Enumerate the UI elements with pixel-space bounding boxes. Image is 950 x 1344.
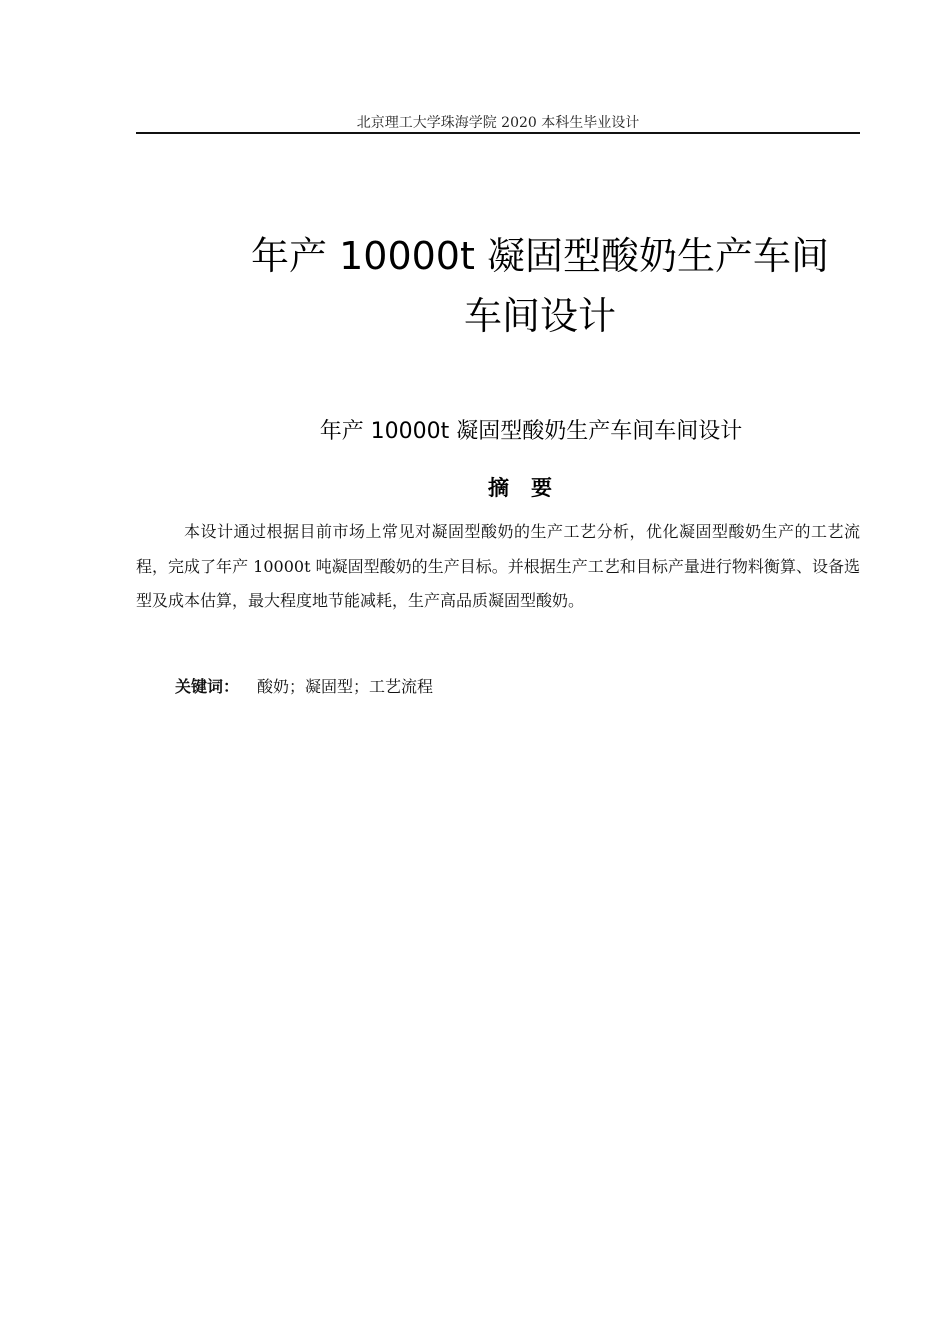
thesis-title-line-2: 车间设计 xyxy=(463,294,616,338)
abstract-body: 本设计通过根据目前市场上常见对凝固型酸奶的生产工艺分析，优化凝固型酸奶生产的工艺流程，完成了年产 10000t 吨凝固型酸奶的生产目标。并根据生产工艺和目标产量进行物料衡算、设备选型及成本估算，最大程度地节能减耗，生产高品质凝固型酸奶。 xyxy=(136,522,860,610)
thesis-title-line-1: 年产 10000t 凝固型酸奶生产车间 xyxy=(251,234,829,278)
header-divider xyxy=(136,132,860,134)
keywords-value: 酸奶；凝固型；工艺流程 xyxy=(257,677,434,696)
thesis-title xyxy=(180,226,900,346)
abstract-title: 年产 10000t 凝固型酸奶生产车间车间设计 xyxy=(319,419,743,444)
abstract-heading: 摘要 xyxy=(488,476,574,500)
keywords-label: 关键词： xyxy=(175,677,240,696)
running-header: 北京理工大学珠海学院 2020 本科生毕业设计 xyxy=(356,115,640,131)
keywords-line xyxy=(175,673,433,701)
